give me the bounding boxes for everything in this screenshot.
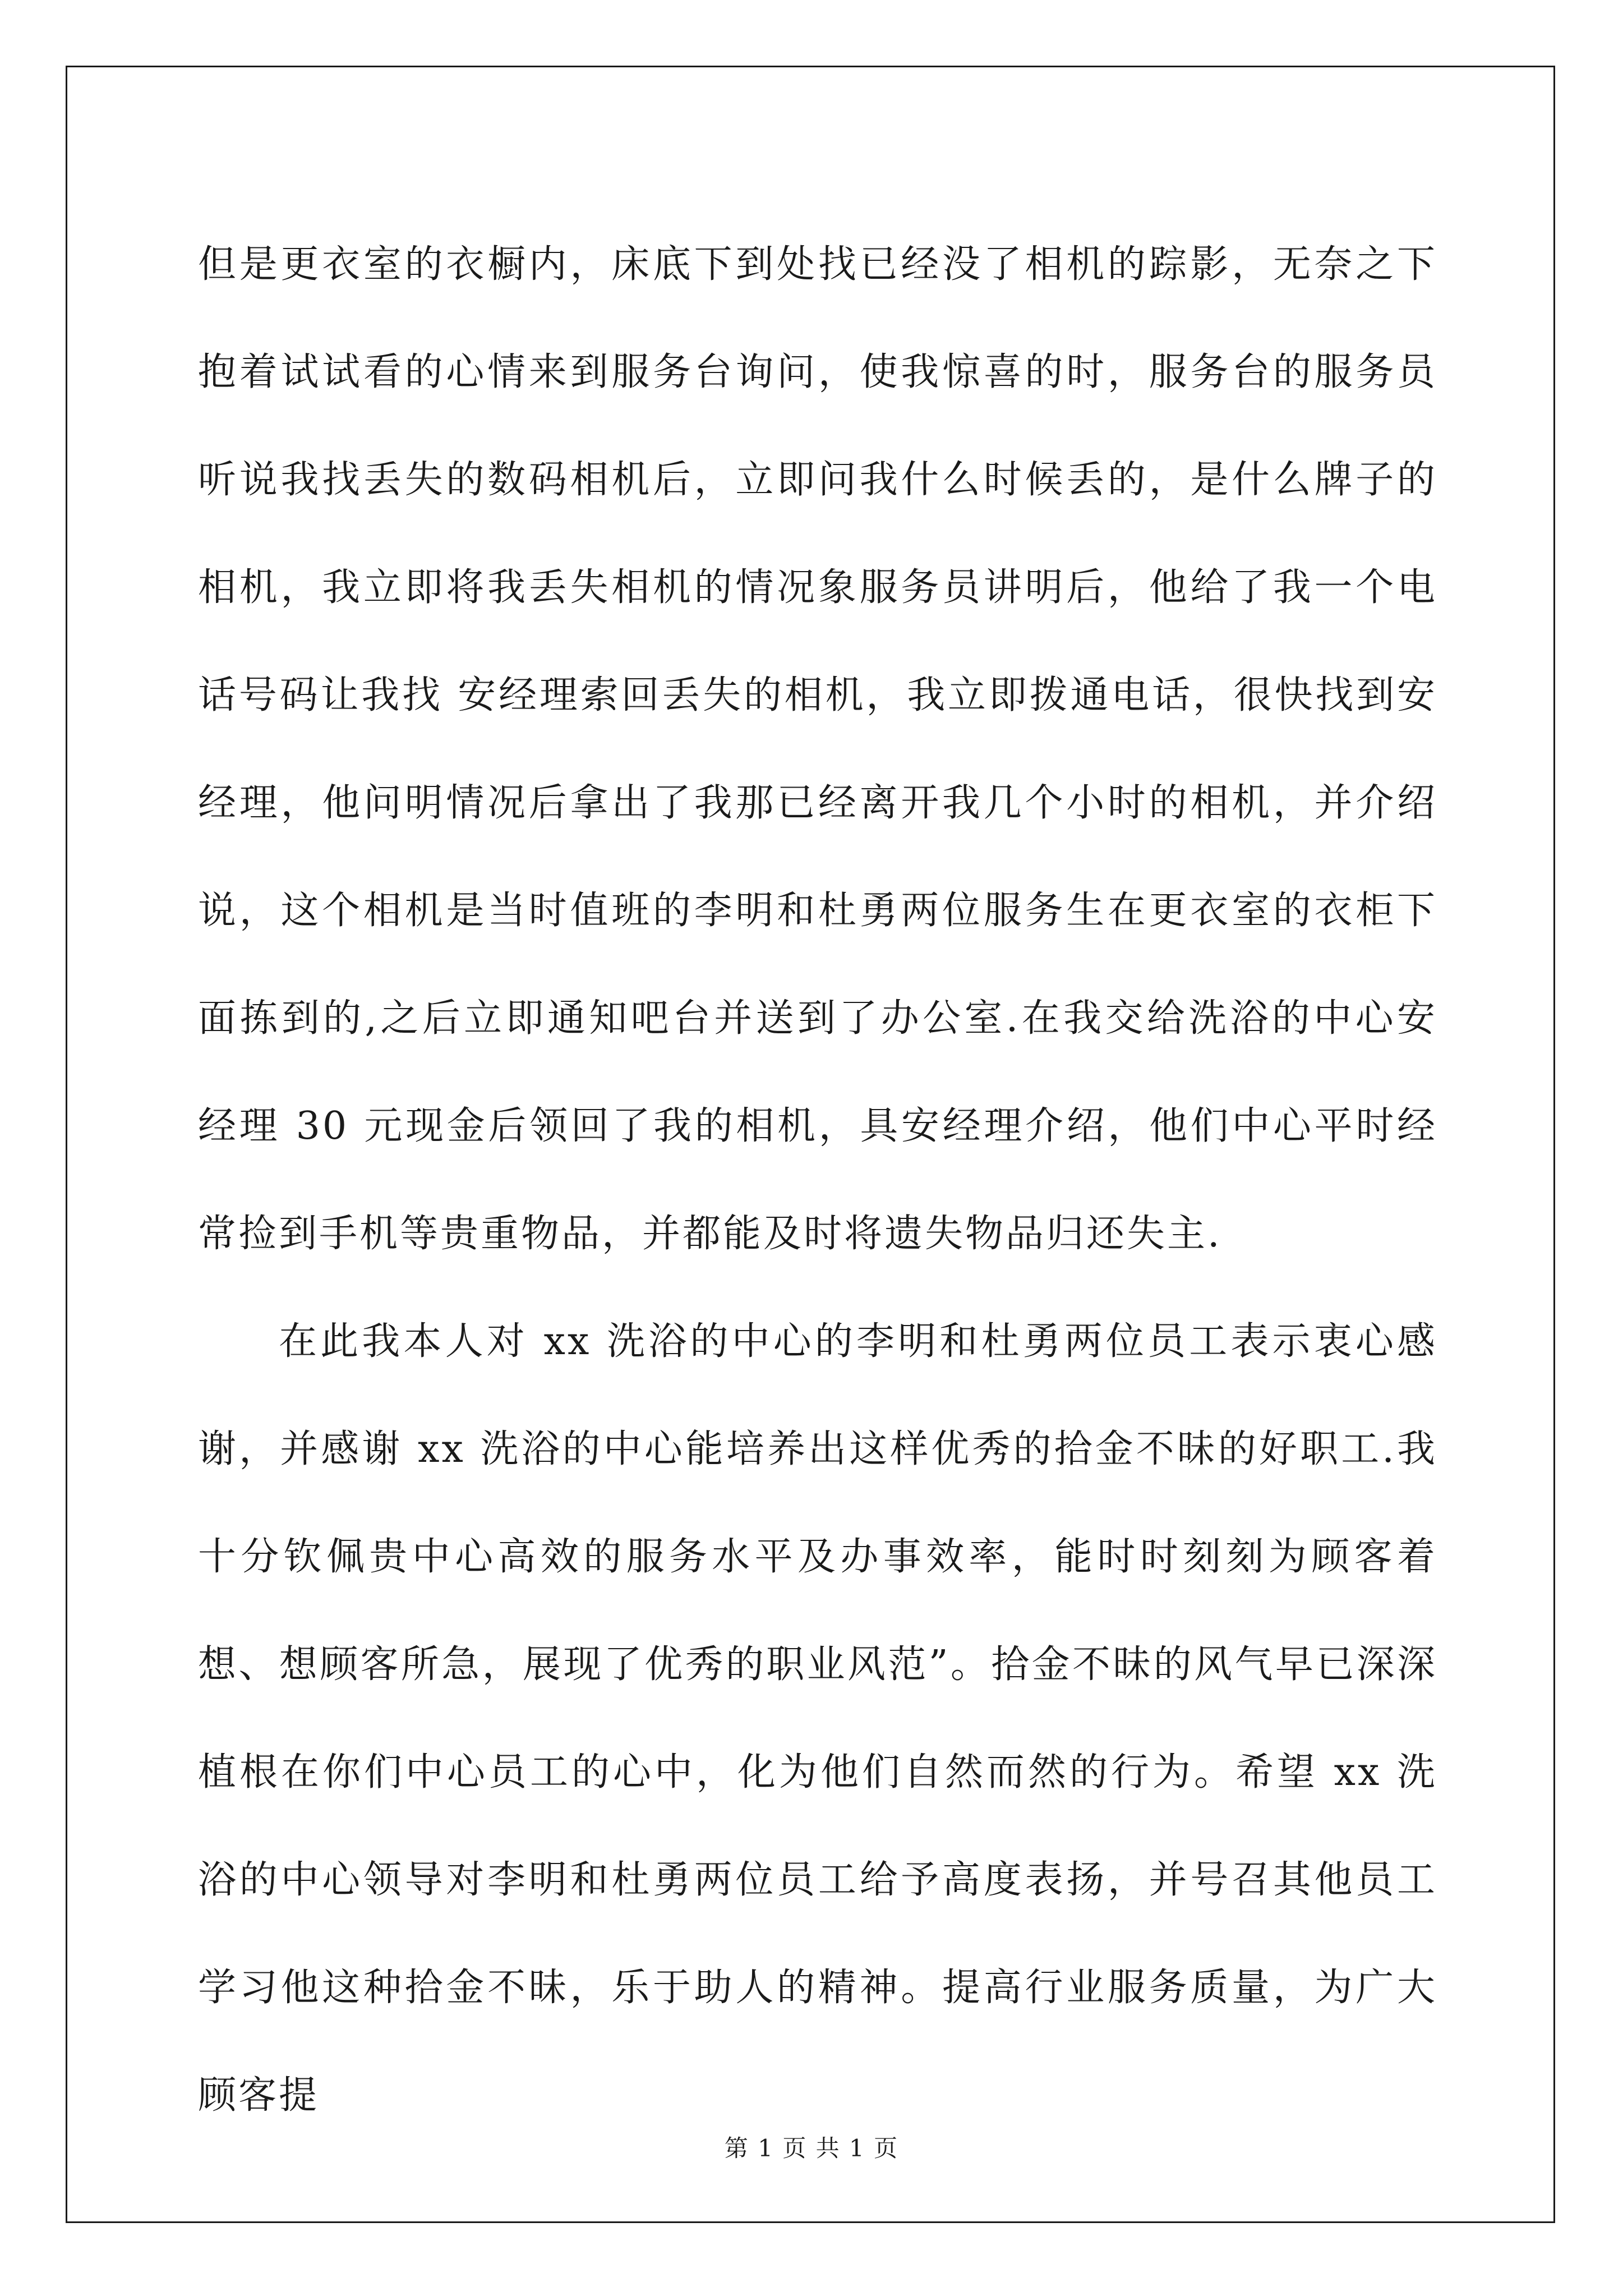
paragraph-thanks: 在此我本人对 xx 洗浴的中心的李明和杜勇两位员工表示衷心感谢，并感谢 xx 洗浴的中心能培养出这样优秀的拾金不昧的好职工.我十分钦佩贵中心高效的服务水平及办事效率，能时时刻刻为顾客着想、想顾客所急，展现了优秀的职业风范”。拾金不昧的风气早已深深植根在你们中心员工的心中，化为他们自然而然的行为。希望 xx 洗浴的中心领导对李明和杜勇两位员工给予高度表扬，并号召其他员工学习他这种拾金不昧，乐于助人的精神。提高行业服务质量，为广大顾客提	[198, 1319, 1438, 2118]
document-body	[198, 211, 1437, 2150]
paragraph-continuation: 但是更衣室的衣橱内，床底下到处找已经没了相机的踪影，无奈之下抱着试试看的心情来到服务台询问，使我惊喜的时，服务台的服务员听说我找丢失的数码相机后，立即问我什么时候丢的，是什么牌子的相机，我立即将我丢失相机的情况象服务员讲明后，他给了我一个电话号码让我找 安经理索回丢失的相机，我立即拨通电话，很快找到安经理，他问明情况后拿出了我那已经离开我几个小时的相机，并介绍说，这个相机是当时值班的李明和杜勇两位服务生在更衣室的衣柜下面拣到的,之后立即通知吧台并送到了办公室.在我交给洗浴的中心安经理 30 元现金后领回了我的相机，具安经理介绍，他们中心平时经常捡到手机等贵重物品，并都能及时将遗失物品归还失主.	[198, 242, 1437, 1256]
page-number-footer: 第 1 页 共 1 页	[724, 2134, 899, 2162]
